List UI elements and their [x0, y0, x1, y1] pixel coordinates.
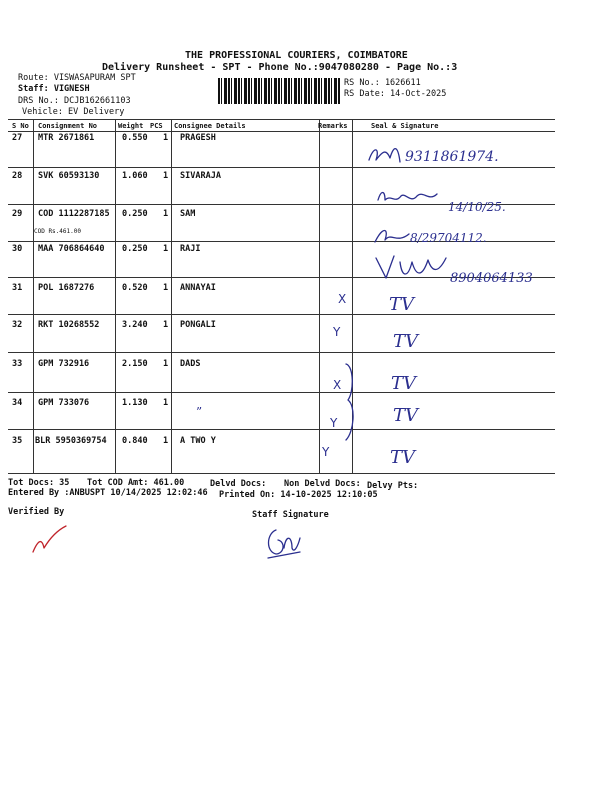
row-consignee: SIVARAJA [180, 171, 221, 181]
row-sno: 29 [12, 209, 23, 219]
signature-29 [373, 222, 413, 248]
runsheet-subtitle: Delivery Runsheet - SPT - Phone No.:9047080280 - Page No.:3 [102, 62, 458, 73]
non-delivered-docs: Non Delvd Docs: [284, 479, 361, 489]
staff-signature [262, 524, 307, 564]
row-sno: 35 [12, 436, 23, 446]
staff-label: Staff: VIGNESH [18, 84, 90, 94]
delivery-points: Delvy Pts: [367, 481, 419, 491]
col-header-consignee: Consignee Details [174, 122, 246, 130]
row-consignment: RKT 10268552 [38, 320, 100, 330]
row-weight: 1.130 [122, 398, 148, 408]
printed-on: Printed On: 14-10-2025 12:10:05 [219, 490, 378, 500]
row-sno: 27 [12, 133, 23, 143]
entered-by: Entered By :ANBUSPT 10/14/2025 12:02:46 [8, 488, 208, 498]
row-separator [8, 167, 555, 168]
signature-27 [366, 140, 406, 170]
row-consignee: DADS [180, 359, 201, 369]
row-pcs: 1 [163, 244, 169, 254]
row-pcs: 1 [163, 320, 169, 330]
handwritten-tv-35: TV [390, 447, 416, 468]
verified-by-label: Verified By [8, 507, 65, 517]
row-weight: 0.250 [122, 244, 148, 254]
barcode [218, 78, 340, 104]
row-consignment: MAA 706864640 [38, 244, 105, 254]
row-sno: 34 [12, 398, 23, 408]
drs-number: DRS No.: DCJB162661103 [18, 96, 131, 106]
remark-mark-31: X [338, 292, 347, 306]
row-consignee: RAJI [180, 244, 201, 254]
bracket-mark [342, 362, 358, 442]
row-weight: 0.250 [122, 209, 148, 219]
handwritten-tv-31: TV [389, 294, 415, 315]
row-consignee: PONGALI [180, 320, 216, 330]
col-header-weight: Weight [118, 122, 144, 130]
col-header-remarks: Remarks [318, 122, 348, 130]
cod-amount-note: COD Rs.461.00 [34, 228, 81, 235]
row-pcs: 1 [163, 359, 169, 369]
remark-mark-33: X [333, 378, 342, 392]
row-sno: 30 [12, 244, 23, 254]
row-separator [8, 392, 555, 393]
handwritten-phone-27: 9311861974. [405, 149, 499, 165]
row-pcs: 1 [163, 133, 169, 143]
col-divider [115, 119, 116, 474]
row-consignment: GPM 733076 [38, 398, 90, 408]
col-header-sno: S No [12, 122, 29, 130]
row-weight: 0.550 [122, 133, 148, 143]
row-sno: 28 [12, 171, 23, 181]
row-pcs: 1 [163, 436, 169, 446]
row-separator [8, 314, 555, 315]
rs-number: RS No.: 1626611 [344, 78, 421, 88]
rs-date: RS Date: 14-Oct-2025 [344, 89, 447, 99]
handwritten-phone-30: 8904064133 [450, 271, 533, 286]
col-divider [171, 119, 172, 474]
signature-28 [375, 186, 445, 210]
row-consignee: PRAGESH [180, 133, 216, 143]
row-consignee: A TWO Y [180, 436, 216, 446]
table-header-border [8, 131, 555, 132]
table-bottom-border [8, 473, 555, 474]
row-separator [8, 429, 555, 430]
row-weight: 2.150 [122, 359, 148, 369]
row-pcs: 1 [163, 171, 169, 181]
row-consignee: SAM [180, 209, 196, 219]
row-separator [8, 352, 555, 353]
row-consignment: COD 1112287185 [38, 209, 110, 219]
col-header-pcs: PCS [150, 122, 163, 130]
handwritten-date-28: 14/10/25. [448, 200, 506, 214]
col-header-consignment: Consignment No [38, 122, 98, 130]
handwritten-tv-34: TV [393, 405, 419, 426]
total-cod: Tot COD Amt: 461.00 [87, 478, 185, 488]
table-top-border [8, 119, 555, 120]
row-consignment: MTR 2671861 [38, 133, 95, 143]
row-pcs: 1 [163, 209, 169, 219]
row-weight: 0.840 [122, 436, 148, 446]
verifier-signature [30, 520, 70, 560]
route-label: Route: VISWASAPURAM SPT [18, 73, 136, 83]
row-sno: 33 [12, 359, 23, 369]
handwritten-phone-29: 8/29704112. [410, 231, 487, 245]
remark-mark-35: Y [322, 445, 330, 459]
row-consignment: GPM 732916 [38, 359, 90, 369]
vehicle-label: Vehicle: EV Delivery [22, 107, 125, 117]
row-consignee: ANNAYAI [180, 283, 216, 293]
row-weight: 3.240 [122, 320, 148, 330]
col-header-seal: Seal & Signature [371, 122, 439, 130]
delivered-docs: Delvd Docs: [210, 479, 267, 489]
row-consignment: POL 1687276 [38, 283, 95, 293]
row-pcs: 1 [163, 398, 169, 408]
signature-30 [372, 248, 452, 284]
row-weight: 1.060 [122, 171, 148, 181]
col-divider [319, 119, 320, 474]
col-divider [33, 119, 34, 474]
row-consignment: BLR 5950369754 [35, 436, 107, 446]
row-pcs: 1 [163, 283, 169, 293]
remark-mark-34: Y [330, 416, 338, 430]
row-weight: 0.520 [122, 283, 148, 293]
handwritten-tv-32: TV [393, 331, 419, 352]
total-docs: Tot Docs: 35 [8, 478, 70, 488]
row-sno: 32 [12, 320, 23, 330]
handwritten-tv-33: TV [391, 373, 417, 394]
remark-mark-32: Y [333, 325, 341, 339]
company-title: THE PROFESSIONAL COURIERS, COIMBATORE [185, 50, 408, 61]
ditto-mark-34: ” [196, 405, 203, 419]
row-consignment: SVK 60593130 [38, 171, 100, 181]
row-sno: 31 [12, 283, 23, 293]
staff-signature-label: Staff Signature [252, 510, 329, 520]
